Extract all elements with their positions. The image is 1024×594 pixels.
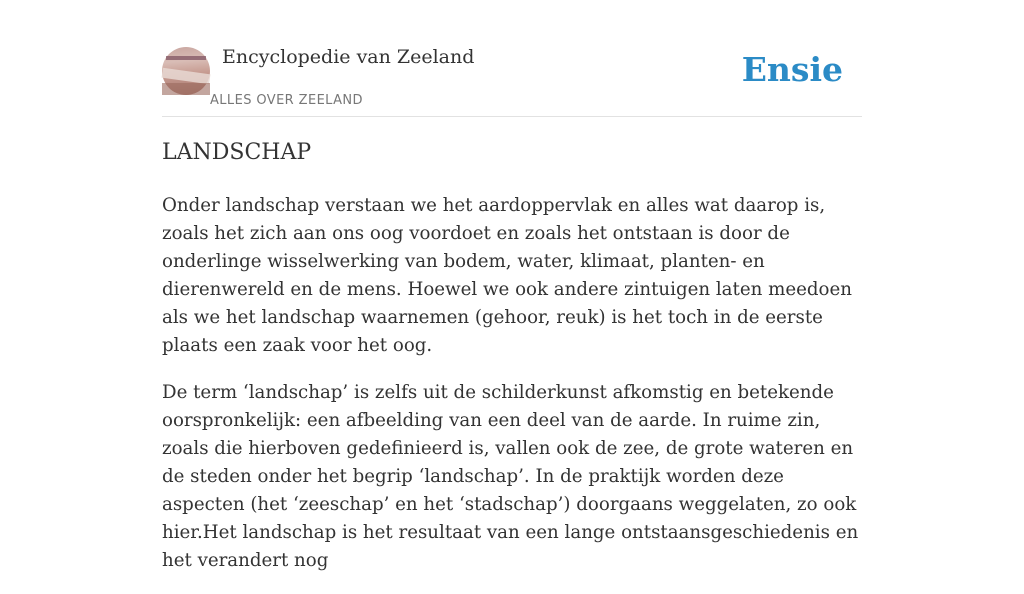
article-paragraph: De term ‘landschap’ is zelfs uit de schilderkunst afkomstig en betekende oorspronkelijk: een afbeelding van een deel van de aarde. In ruime zin, zoals die hierboven gedefinieerd is, vallen ook de zee, de grote wateren en de steden onder het begrip ‘landschap’. In de praktijk worden deze aspecten (het ‘zeeschap’ en het ‘stadschap’) doorgaans weggelaten, zo ook hier.Het landschap is het resultaat van een lange ontstaansgeschiedenis en het verandert nog	[162, 382, 859, 571]
avatar-stripe	[162, 83, 210, 95]
ensie-logo-link[interactable]: Ensie	[741, 50, 843, 89]
avatar-stripe	[162, 68, 211, 85]
site-header	[162, 0, 862, 117]
page-container	[162, 0, 862, 571]
site-subtitle: ALLES OVER ZEELAND	[210, 93, 363, 108]
article-paragraph: Onder landschap verstaan we het aardoppervlak en alles wat daarop is, zoals het zich aan ons oog voordoet en zoals het ontstaan is door de onderlinge wisselwerking van bodem, water, klimaat, planten- en dierenwereld en de mens. Hoewel we ook andere zintuigen laten meedoen als we het landschap waarnemen (gehoor, reuk) is het toch in de eerste plaats een zaak voor het oog.	[162, 195, 852, 356]
site-avatar[interactable]	[162, 47, 210, 95]
site-title-link[interactable]: Encyclopedie van Zeeland	[222, 46, 475, 68]
page-title: LANDSCHAP	[162, 140, 312, 165]
article-body	[162, 192, 862, 594]
avatar-stripe	[166, 56, 206, 60]
